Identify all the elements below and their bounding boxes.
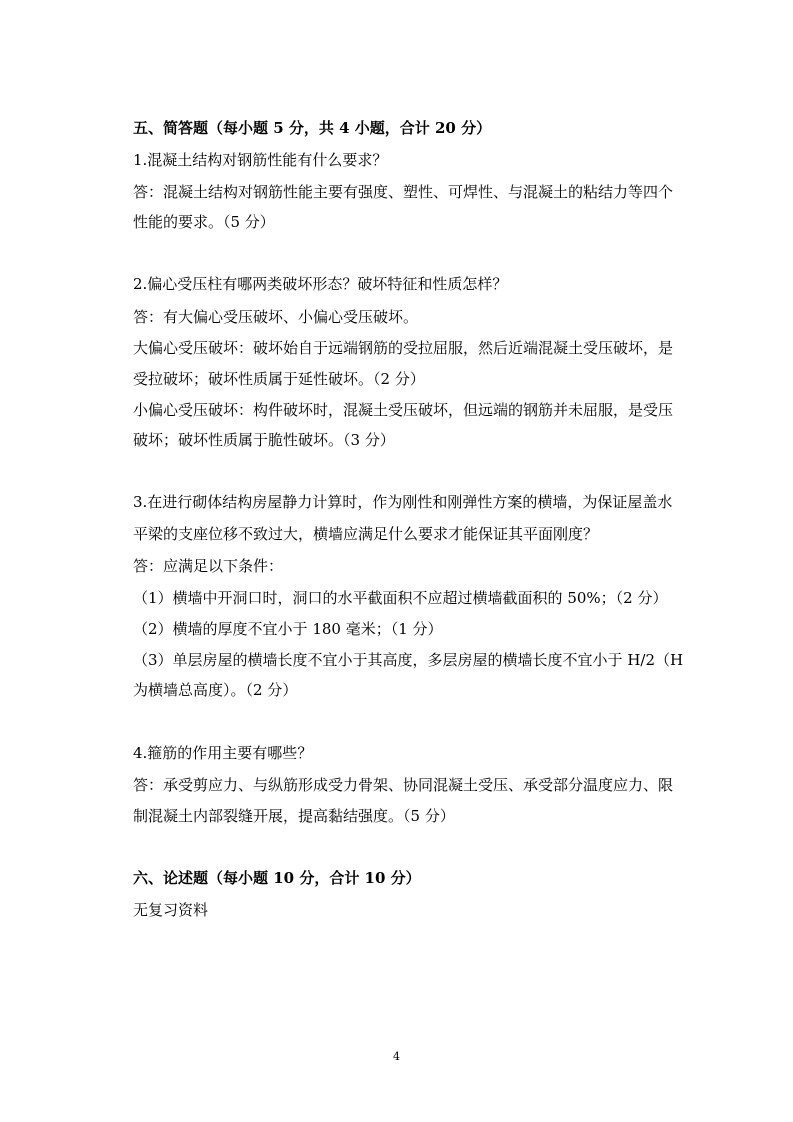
answer-2-line-4: 小偏心受压破坏：构件破坏时，混凝土受压破坏，但远端的钢筋并未屈服，是受压: [133, 401, 674, 419]
answer-3-line-3: （2）横墙的厚度不宜小于 180 毫米；（1 分）: [133, 620, 443, 638]
section-5-heading: 五、简答题（每小题 5 分，共 4 小题，合计 20 分）: [133, 119, 492, 137]
answer-3-line-5: 为横墙总高度）。（2 分）: [133, 681, 298, 699]
answer-4-line-2: 制混凝土内部裂缝开展，提高黏结强度。（5 分）: [133, 807, 455, 825]
answer-1-line-2: 性能的要求。（5 分）: [133, 213, 275, 231]
question-2: 2.偏心受压柱有哪两类破坏形态？破坏特征和性质怎样？: [133, 275, 508, 293]
answer-2-line-5: 破坏；破坏性质属于脆性破坏。（3 分）: [133, 431, 395, 449]
answer-4-line-1: 答：承受剪应力、与纵筋形成受力骨架、协同混凝土受压、承受部分温度应力、限: [133, 776, 674, 794]
answer-2-line-1: 答：有大偏心受压破坏、小偏心受压破坏。: [133, 308, 419, 326]
question-3-line-1: 3.在进行砌体结构房屋静力计算时，作为刚性和刚弹性方案的横墙，为保证屋盖水: [133, 493, 673, 511]
answer-2-line-2: 大偏心受压破坏：破坏始自于远端钢筋的受拉屈服，然后近端混凝土受压破坏，是: [133, 339, 674, 357]
question-4: 4.箍筋的作用主要有哪些？: [133, 744, 313, 762]
answer-1-line-1: 答：混凝土结构对钢筋性能主要有强度、塑性、可焊性、与混凝土的粘结力等四个: [133, 183, 674, 201]
section-6-heading: 六、论述题（每小题 10 分，合计 10 分）: [133, 869, 421, 887]
answer-3-line-4: （3）单层房屋的横墙长度不宜小于其高度，多层房屋的横墙长度不宜小于 H/2（H: [133, 651, 684, 669]
answer-3-line-2: （1）横墙中开洞口时，洞口的水平截面积不应超过横墙截面积的 50%；（2 分）: [133, 589, 668, 607]
question-1: 1.混凝土结构对钢筋性能有什么要求？: [133, 151, 388, 169]
section-6-content: 无复习资料: [133, 901, 209, 919]
question-3-line-2: 平梁的支座位移不致过大，横墙应满足什么要求才能保证其平面刚度？: [133, 525, 599, 543]
page-number: 4: [393, 1050, 400, 1063]
answer-3-line-1: 答：应满足以下条件：: [133, 557, 284, 575]
answer-2-line-3: 受拉破坏；破坏性质属于延性破坏。（2 分）: [133, 370, 425, 388]
